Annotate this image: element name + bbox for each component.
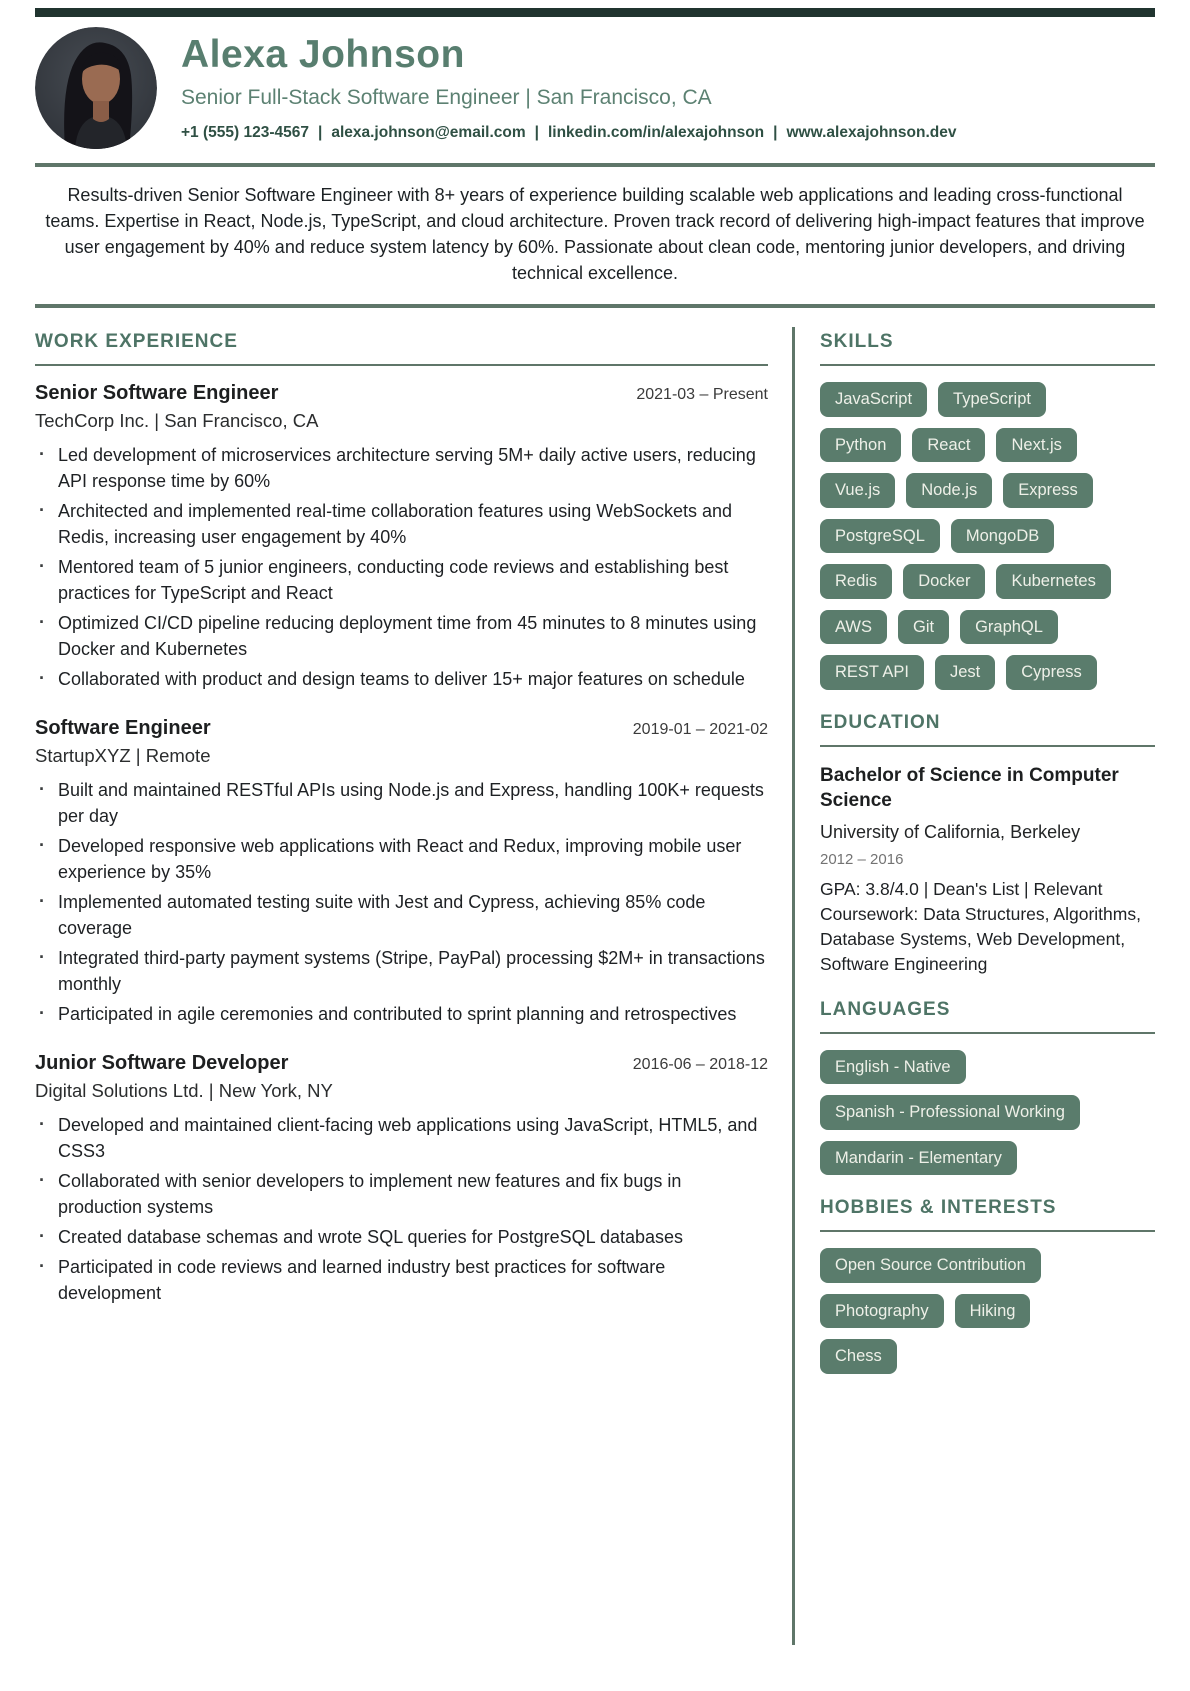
job-date: 2019-01 – 2021-02 [632, 721, 768, 738]
skill-pill-row [820, 564, 1155, 599]
skill-pill: Node.js [906, 473, 992, 508]
hobby-pill: Hiking [955, 1294, 1031, 1329]
skill-pill: TypeScript [938, 382, 1046, 417]
job-bullets [35, 777, 768, 1027]
top-accent-bar [35, 8, 1155, 17]
skill-pill: Git [898, 610, 949, 645]
skill-pill: Kubernetes [996, 564, 1110, 599]
person-name: Alexa Johnson [181, 33, 465, 77]
skill-pill-row [820, 610, 1155, 645]
sidebar-column [820, 327, 1155, 1645]
summary-paragraph: Results-driven Senior Software Engineer with 8+ years of experience building scalable web applications and leading cross-functional teams. Expertise in React, Node.js, TypeScript, and cloud architecture. Proven track record of delivering high-impact features that improve user engagement by 40% and reduce system latency by 60%. Passionate about clean code, mentoring junior developers, and driving technical excellence. [35, 163, 1155, 308]
job-bullet: · Participated in code reviews and learned industry best practices for software development [35, 1254, 768, 1306]
job-header [35, 1052, 768, 1075]
education-heading: EDUCATION [820, 711, 941, 733]
job-entry [35, 382, 768, 692]
skill-pill: React [912, 428, 985, 463]
job-entry [35, 1052, 768, 1306]
skills-pills [820, 382, 1155, 690]
skill-pill: Jest [935, 655, 995, 690]
job-date: 2021-03 – Present [636, 386, 768, 403]
language-pill: Spanish - Professional Working [820, 1095, 1080, 1130]
job-company: Digital Solutions Ltd. | New York, NY [35, 1080, 333, 1101]
hobbies-heading: HOBBIES & INTERESTS [820, 1197, 1057, 1218]
phone-number: +1 (555) 123-4567 [181, 123, 309, 141]
education-details: GPA: 3.8/4.0 | Dean's List | Relevant Coursework: Data Structures, Algorithms, Database Systems, Web Development, Software Engineering [820, 878, 1141, 974]
job-bullet: · Architected and implemented real-time collaboration features using WebSockets and Redis, increasing user engagement by 40% [35, 498, 768, 550]
jobs-list [35, 382, 768, 1306]
section-rule [820, 1032, 1155, 1034]
skill-pill: MongoDB [951, 519, 1054, 554]
job-bullet: · Optimized CI/CD pipeline reducing deployment time from 45 minutes to 8 minutes using Docker and Kubernetes [35, 610, 768, 662]
hobby-pill: Open Source Contribution [820, 1248, 1041, 1283]
skill-pill: Cypress [1006, 655, 1097, 690]
skill-pill: Express [1003, 473, 1093, 508]
skill-pill: Python [820, 428, 901, 463]
job-bullets [35, 1112, 768, 1306]
languages-heading: LANGUAGES [820, 998, 951, 1020]
skill-pill: REST API [820, 655, 924, 690]
hobby-pill-row [820, 1339, 1155, 1374]
skill-pill-row [820, 382, 1155, 417]
job-header [35, 717, 768, 740]
columns [35, 327, 1155, 1645]
job-bullet: · Created database schemas and wrote SQL queries for PostgreSQL databases [35, 1224, 768, 1250]
contact-line [181, 124, 956, 142]
job-title: Software Engineer [35, 717, 211, 739]
column-divider [792, 327, 795, 1645]
skill-pill: PostgreSQL [820, 519, 940, 554]
job-company: TechCorp Inc. | San Francisco, CA [35, 410, 319, 431]
resume-page [0, 8, 1190, 1645]
job-bullets [35, 442, 768, 692]
language-pills [820, 1050, 1155, 1176]
hobby-pill-row [820, 1248, 1155, 1283]
skill-pill: GraphQL [960, 610, 1058, 645]
job-entry [35, 717, 768, 1027]
skill-pill: JavaScript [820, 382, 927, 417]
language-pill-row [820, 1095, 1155, 1130]
education-school: University of California, Berkeley [820, 821, 1081, 842]
skill-pill-row [820, 655, 1155, 690]
resume-header [35, 27, 1155, 149]
contact-separator: | [534, 123, 539, 141]
website-link[interactable]: www.alexajohnson.dev [786, 123, 957, 141]
job-company: StartupXYZ | Remote [35, 745, 211, 766]
hobby-pills [820, 1248, 1155, 1374]
section-rule [820, 1230, 1155, 1232]
person-title: Senior Full-Stack Software Engineer | San Francisco, CA [181, 85, 712, 109]
email-link[interactable]: alexa.johnson@email.com [331, 123, 526, 141]
language-pill-row [820, 1141, 1155, 1176]
skill-pill: Next.js [996, 428, 1076, 463]
profile-photo [35, 27, 157, 149]
job-date: 2016-06 – 2018-12 [632, 1056, 768, 1073]
skill-pill-row [820, 428, 1155, 463]
job-bullet: · Built and maintained RESTful APIs using Node.js and Express, handling 100K+ requests per day [35, 777, 768, 829]
work-experience-heading: WORK EXPERIENCE [35, 331, 238, 352]
job-bullet: · Developed and maintained client-facing web applications using JavaScript, HTML5, and CSS3 [35, 1112, 768, 1164]
section-rule [820, 745, 1155, 747]
hobby-pill-row [820, 1294, 1155, 1329]
skills-heading: SKILLS [820, 331, 894, 352]
language-pill: Mandarin - Elementary [820, 1141, 1017, 1176]
skill-pill: Vue.js [820, 473, 895, 508]
job-bullet: · Developed responsive web applications with React and Redux, improving mobile user experience by 35% [35, 833, 768, 885]
section-rule [820, 364, 1155, 366]
job-bullet: · Collaborated with product and design teams to deliver 15+ major features on schedule [35, 666, 768, 692]
skill-pill: Redis [820, 564, 892, 599]
job-bullet: · Mentored team of 5 junior engineers, conducting code reviews and establishing best practices for TypeScript and React [35, 554, 768, 606]
skill-pill-row [820, 519, 1155, 554]
header-text-block [181, 34, 956, 142]
skill-pill: Docker [903, 564, 985, 599]
contact-separator: | [317, 123, 323, 141]
hobby-pill: Chess [820, 1339, 897, 1374]
hobby-pill: Photography [820, 1294, 944, 1329]
contact-separator: | [773, 123, 778, 141]
skill-pill: AWS [820, 610, 887, 645]
job-bullet: · Collaborated with senior developers to implement new features and fix bugs in production systems [35, 1168, 768, 1220]
work-experience-column [35, 327, 768, 1645]
job-header [35, 382, 768, 405]
job-title: Junior Software Developer [35, 1052, 289, 1074]
language-pill: English - Native [820, 1050, 966, 1085]
job-title: Senior Software Engineer [35, 382, 279, 404]
linkedin-link[interactable]: linkedin.com/in/alexajohnson [547, 123, 765, 141]
job-bullet: · Led development of microservices architecture serving 5M+ daily active users, reducing API response time by 60% [35, 442, 768, 494]
job-bullet: · Integrated third-party payment systems (Stripe, PayPal) processing $2M+ in transactions monthly [35, 945, 768, 997]
language-pill-row [820, 1050, 1155, 1085]
job-bullet: · Participated in agile ceremonies and contributed to sprint planning and retrospectives [35, 1001, 768, 1027]
education-dates: 2012 – 2016 [820, 850, 904, 868]
section-rule [35, 364, 768, 366]
skill-pill-row [820, 473, 1155, 508]
education-degree: Bachelor of Science in Computer Science [820, 764, 1119, 811]
job-bullet: · Implemented automated testing suite with Jest and Cypress, achieving 85% code coverage [35, 889, 768, 941]
